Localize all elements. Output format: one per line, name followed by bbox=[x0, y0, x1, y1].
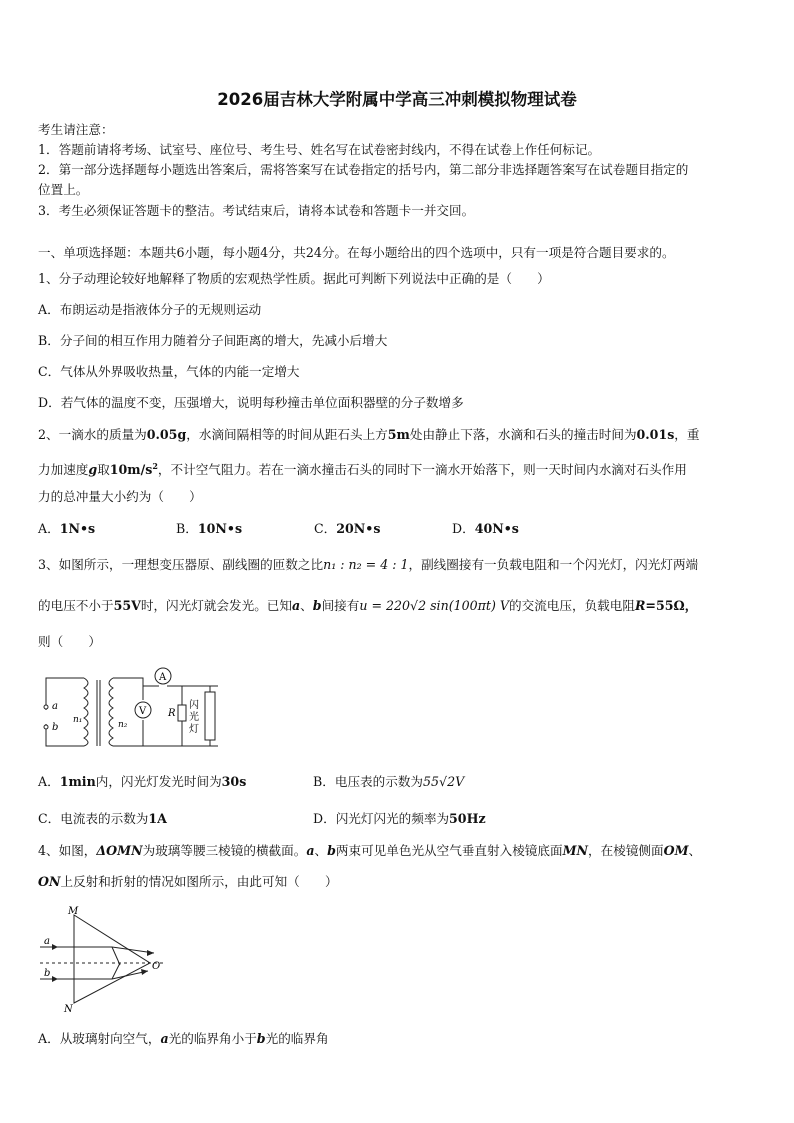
q3-b: b bbox=[312, 598, 322, 613]
option-text: D．闪光灯闪光的频率为 bbox=[313, 811, 450, 826]
q2-text: ，重 bbox=[674, 427, 700, 442]
q3-line-1 bbox=[38, 557, 698, 573]
option-value: 1N•s bbox=[59, 521, 96, 536]
q2-option-b bbox=[176, 521, 242, 537]
option-letter: A． bbox=[38, 521, 60, 536]
option-bold: 30s bbox=[221, 774, 247, 789]
q2-option-d bbox=[452, 521, 519, 537]
q2-line-1 bbox=[38, 427, 699, 443]
q4-OM: OM bbox=[663, 843, 689, 858]
vertex-O-label: O bbox=[152, 961, 161, 972]
option-a-symbol: a bbox=[160, 1031, 169, 1046]
q3-text: 、 bbox=[300, 598, 313, 613]
q2-g-symbol: g bbox=[88, 462, 98, 478]
q2-option-c bbox=[314, 521, 380, 537]
q3-R-value: =55Ω， bbox=[645, 598, 698, 613]
q3-a: a bbox=[291, 598, 301, 613]
q4-a: a bbox=[306, 843, 315, 858]
q2-text: ，水滴间隔相等的时间从距石头上方 bbox=[186, 427, 388, 442]
q3-line-3: 则（ ） bbox=[38, 634, 101, 649]
q3-text: 3、如图所示，一理想变压器原、副线圈的匝数之比 bbox=[38, 557, 324, 572]
vertex-N-label: N bbox=[64, 1004, 73, 1015]
option-value: 20N•s bbox=[336, 521, 381, 536]
option-text: A．从玻璃射向空气， bbox=[38, 1031, 161, 1046]
q4-line-1 bbox=[38, 843, 701, 859]
q4-text: ，在棱镜侧面 bbox=[588, 843, 664, 858]
q4-text: 为玻璃等腰三棱镜的横截面。 bbox=[142, 843, 307, 858]
q3-option-b bbox=[313, 774, 464, 790]
q3-option-d bbox=[313, 811, 486, 827]
option-text: 光的临界角小于 bbox=[168, 1031, 257, 1046]
q4-text: 上反射和折射的情况如图所示，由此可知（ ） bbox=[60, 874, 338, 889]
notice-item-3: 3．考生必须保证答题卡的整洁。考试结束后，请将本试卷和答题卡一并交回。 bbox=[38, 203, 475, 218]
q4-line-2 bbox=[38, 874, 338, 890]
option-text: 内，闪光灯发光时间为 bbox=[95, 774, 222, 789]
lamp-label-3: 灯 bbox=[189, 724, 199, 735]
ammeter-icon: A bbox=[159, 672, 167, 683]
q1-option-c: C．气体从外界吸收热量，气体的内能一定增大 bbox=[38, 364, 300, 379]
option-letter: D． bbox=[452, 521, 475, 536]
q2-text: 取 bbox=[97, 462, 110, 478]
q3-text: 的交流电压，负载电阻 bbox=[509, 598, 635, 613]
voltmeter-icon: V bbox=[139, 706, 147, 717]
q2-g-value: 10m/s bbox=[109, 462, 153, 478]
option-bold: 1A bbox=[148, 811, 167, 826]
prism-diagram bbox=[38, 905, 168, 1017]
option-text: A． bbox=[38, 774, 60, 789]
beam-b-label: b bbox=[44, 968, 51, 979]
option-bold: 50Hz bbox=[449, 811, 486, 826]
resistor-label: R bbox=[168, 708, 176, 719]
option-letter: B． bbox=[176, 521, 198, 536]
q3-option-a bbox=[38, 774, 246, 790]
q2-text: 2、一滴水的质量为 bbox=[38, 427, 147, 442]
q4-MN: MN bbox=[562, 843, 589, 858]
q4-option-a bbox=[38, 1031, 329, 1047]
q2-text: 力加速度 bbox=[38, 462, 89, 478]
transformer-circuit-diagram bbox=[38, 664, 228, 754]
page-title: 2026届吉林大学附属中学高三冲刺模拟物理试卷 bbox=[217, 90, 577, 109]
q1-option-a: A．布朗运动是指液体分子的无规则运动 bbox=[38, 302, 262, 317]
q2-text: ，不计空气阻力。若在一滴水撞击石头的同时下一滴水开始落下，则一天时间内水滴对石头作用 bbox=[157, 462, 687, 478]
q4-triangle: ΔOMN bbox=[96, 843, 143, 858]
q3-turns-ratio: n₁ : n₂ = 4 : 1 bbox=[323, 557, 409, 572]
vertex-M-label: M bbox=[68, 906, 79, 917]
q1-option-d: D．若气体的温度不变，压强增大，说明每秒撞击单位面积器壁的分子数增多 bbox=[38, 395, 464, 410]
q2-time: 0.01s bbox=[636, 427, 675, 442]
q3-R: R bbox=[634, 598, 646, 613]
q2-height: 5m bbox=[387, 427, 410, 442]
n1-label: n₁ bbox=[73, 715, 83, 725]
q3-text: 间接有 bbox=[321, 598, 360, 613]
q4-b: b bbox=[327, 843, 336, 858]
notice-item-1: 1．答题前请将考场、试室号、座位号、考生号、姓名写在试卷密封线内，不得在试卷上作任何标记。 bbox=[38, 142, 601, 157]
q3-line-2 bbox=[38, 598, 697, 614]
lamp-label-1: 闪 bbox=[189, 700, 199, 711]
q3-option-c bbox=[38, 811, 167, 827]
option-value: 40N•s bbox=[474, 521, 519, 536]
q3-voltage: 55V bbox=[113, 598, 141, 613]
q2-g-exponent: 2 bbox=[152, 461, 158, 471]
beam-a-label: a bbox=[44, 936, 50, 947]
q3-text: 时，闪光灯就会发光。已知 bbox=[140, 598, 292, 613]
q3-text: ，副线圈接有一负载电阻和一个闪光灯，闪光灯两端 bbox=[408, 557, 699, 572]
option-formula: 55√2V bbox=[423, 774, 465, 789]
n2-label: n₂ bbox=[118, 720, 128, 730]
q4-text: 4、如图， bbox=[38, 843, 97, 858]
q4-text: 、 bbox=[314, 843, 328, 858]
section-heading: 一、单项选择题：本题共6小题，每小题4分，共24分。在每小题给出的四个选项中，只有一项是符合题目要求的。 bbox=[38, 245, 675, 260]
q2-option-a bbox=[38, 521, 95, 537]
node-a-label: a bbox=[52, 701, 58, 712]
lamp-label-2: 光 bbox=[189, 712, 199, 723]
notice-item-2-cont: 位置上。 bbox=[38, 182, 89, 197]
option-text: B．电压表的示数为 bbox=[313, 774, 424, 789]
q3-text: 的电压不小于 bbox=[38, 598, 114, 613]
option-text: 光的临界角 bbox=[265, 1031, 329, 1046]
option-letter: C． bbox=[314, 521, 337, 536]
q2-line-3: 力的总冲量大小约为（ ） bbox=[38, 489, 202, 504]
option-text: C．电流表的示数为 bbox=[38, 811, 149, 826]
notice-item-2: 2．第一部分选择题每小题选出答案后，需将答案写在试卷指定的括号内，第二部分非选择题答案写在试卷题目指定的 bbox=[38, 162, 689, 177]
q1-option-b: B．分子间的相互作用力随着分子间距离的增大，先减小后增大 bbox=[38, 333, 388, 348]
q1-stem: 1、分子动理论较好地解释了物质的宏观热学性质。据此可判断下列说法中正确的是（ ） bbox=[38, 271, 550, 286]
q2-line-2 bbox=[38, 458, 687, 478]
q4-text: 两束可见单色光从空气垂直射入棱镜底面 bbox=[335, 843, 563, 858]
q2-mass: 0.05g bbox=[146, 427, 187, 442]
option-bold: 1min bbox=[59, 774, 96, 789]
q2-text: 处由静止下落，水滴和石头的撞击时间为 bbox=[409, 427, 637, 442]
q4-text: 、 bbox=[688, 843, 702, 858]
option-value: 10N•s bbox=[197, 521, 243, 536]
option-b-symbol: b bbox=[256, 1031, 266, 1046]
node-b-label: b bbox=[52, 722, 59, 733]
q3-formula: u = 220√2 sin(100πt) V bbox=[359, 598, 509, 613]
q4-ON: ON bbox=[38, 874, 61, 889]
notice-heading: 考生请注意： bbox=[38, 122, 114, 137]
